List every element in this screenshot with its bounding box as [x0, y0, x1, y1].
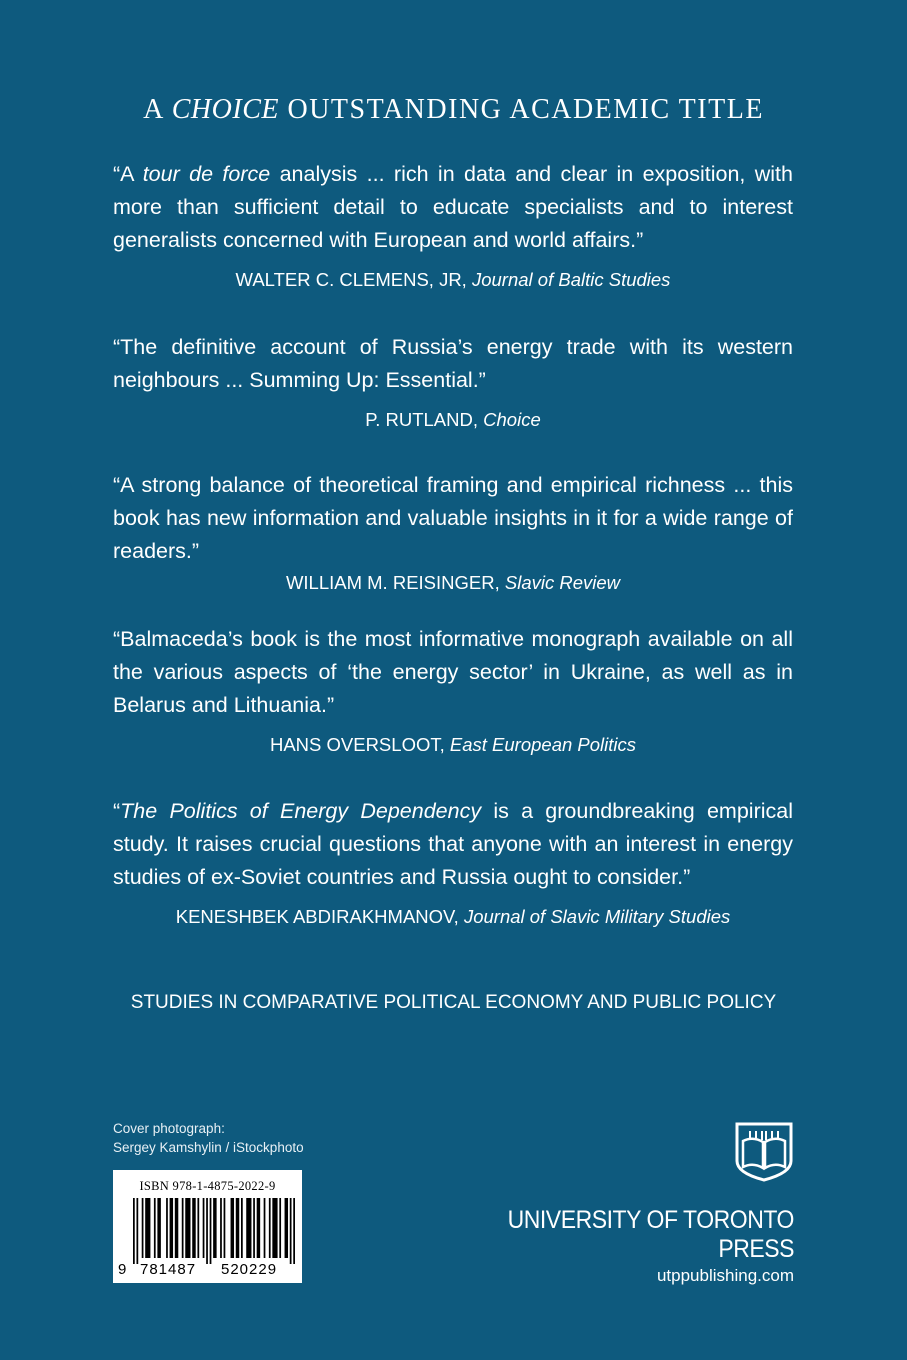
- publisher-name: UNIVERSITY OF TORONTO PRESS: [507, 1206, 794, 1263]
- review-quote: “A strong balance of theoretical framing and empirical richness ... this book has new information and valuable insights in it for a wide range of readers.”: [113, 473, 793, 563]
- barcode-bar: [285, 1198, 288, 1258]
- photo-credit-name: Sergey Kamshylin / iStockphoto: [113, 1140, 304, 1155]
- barcode-bar: [203, 1198, 205, 1258]
- barcode-digits-right: 520229: [221, 1261, 278, 1278]
- isbn-label: ISBN 978-1-4875-2022-9: [139, 1179, 276, 1193]
- review-quote: “A tour de force analysis ... rich in data and clear in exposition, with more than sufficient detail to educate specialists and to interest generalists concerned with European and world affairs.”: [113, 162, 793, 252]
- barcode-bar: [145, 1198, 150, 1258]
- review-attribution: WALTER C. CLEMENS, JR, Journal of Baltic Studies: [235, 269, 671, 290]
- photo-credit-label: Cover photograph:: [113, 1121, 225, 1136]
- barcode-bar: [269, 1198, 271, 1258]
- barcode-bar: [197, 1198, 199, 1258]
- review-quote: “The Politics of Energy Dependency is a groundbreaking empirical study. It raises crucial questions that anyone with an interest in energy studies of ex-Soviet countries and Russia ought to consider.”: [113, 799, 793, 889]
- barcode-bar: [264, 1198, 266, 1258]
- barcode-bar: [192, 1198, 195, 1258]
- barcode-bar: [210, 1198, 212, 1264]
- photo-credit: [113, 1119, 304, 1157]
- barcode-bar: [206, 1198, 208, 1264]
- barcode-bar: [236, 1198, 239, 1258]
- barcode-bar: [213, 1198, 216, 1258]
- barcode-bar: [253, 1198, 255, 1258]
- review-1: [113, 158, 793, 293]
- publisher-website[interactable]: utppublishing.com: [656, 1266, 794, 1285]
- series-title: STUDIES IN COMPARATIVE POLITICAL ECONOMY AND PUBLIC POLICY: [130, 992, 777, 1013]
- headline-choice: CHOICE: [171, 94, 279, 125]
- review-2: [113, 331, 793, 433]
- headline-suffix: OUTSTANDING ACADEMIC TITLE: [278, 94, 764, 125]
- barcode-bar: [133, 1198, 135, 1264]
- review-attribution: KENESHBEK ABDIRAKHMANOV, Journal of Slavic Military Studies: [175, 906, 731, 927]
- barcode-bar: [272, 1198, 277, 1258]
- review-4: [113, 623, 793, 758]
- barcode-bar: [220, 1198, 222, 1258]
- barcode-bar: [246, 1198, 251, 1258]
- barcode-bar: [166, 1198, 168, 1258]
- review-attribution: P. RUTLAND, Choice: [365, 409, 541, 430]
- barcode-bar: [241, 1198, 243, 1258]
- barcode-bar: [257, 1198, 260, 1258]
- review-3: [113, 469, 793, 596]
- barcode-bar: [175, 1198, 178, 1258]
- barcode-bar: [157, 1198, 160, 1258]
- barcode-bar: [224, 1198, 226, 1258]
- headline: [0, 94, 907, 126]
- review-quote: “Balmaceda’s book is the most informative monograph available on all the various aspects of ‘the energy sector’ in Ukraine, as well as in Belarus and Lithuania.”: [113, 627, 793, 717]
- barcode-bar: [182, 1198, 184, 1258]
- barcode-bar: [154, 1198, 156, 1258]
- barcode-bar: [136, 1198, 138, 1264]
- barcode-bar: [170, 1198, 173, 1258]
- barcode-bar: [231, 1198, 234, 1258]
- barcode-bar: [185, 1198, 190, 1258]
- isbn-barcode: [113, 1170, 302, 1283]
- review-attribution: HANS OVERSLOOT, East European Politics: [269, 734, 637, 755]
- review-5: [113, 795, 793, 930]
- barcode-bar: [293, 1198, 295, 1264]
- review-quote: “The definitive account of Russia’s energy trade with its western neighbours ... Summing Up: Essential.”: [113, 335, 793, 392]
- barcode-digits-left: 781487: [140, 1261, 197, 1278]
- barcode-bar: [279, 1198, 281, 1258]
- headline-prefix: A: [143, 94, 172, 125]
- review-attribution: WILLIAM M. REISINGER, Slavic Review: [285, 572, 621, 593]
- open-book-shield-icon: [734, 1121, 794, 1183]
- barcode-bar: [142, 1198, 144, 1258]
- barcode-digit-first: 9: [118, 1261, 128, 1278]
- barcode-bar: [290, 1198, 292, 1264]
